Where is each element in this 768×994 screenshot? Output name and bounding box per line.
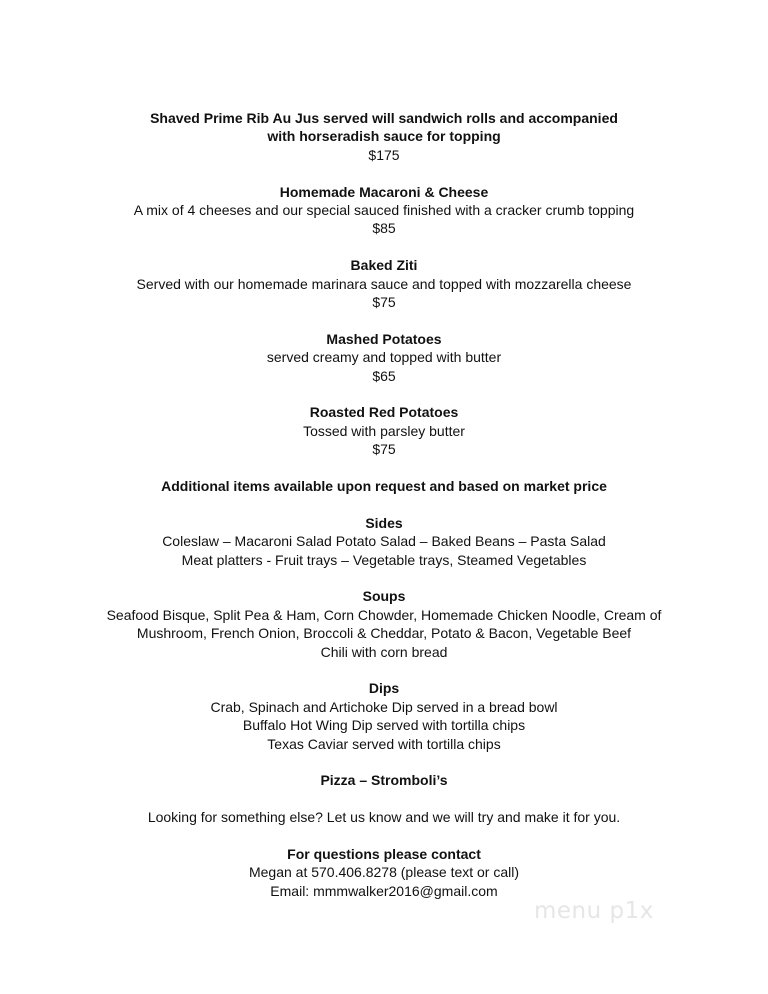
baked-ziti-title: Baked Ziti bbox=[350, 257, 418, 274]
soups-line1: Seafood Bisque, Split Pea & Ham, Corn Chowder, Homemade Chicken Noodle, Cream of bbox=[106, 606, 662, 623]
soups-title: Soups bbox=[362, 588, 406, 605]
roasted-potatoes-title: Roasted Red Potatoes bbox=[309, 404, 459, 421]
mac-cheese-price: $85 bbox=[372, 220, 396, 237]
sides-line2: Meat platters - Fruit trays – Vegetable trays, Steamed Vegetables bbox=[181, 551, 587, 568]
soups-section bbox=[0, 587, 768, 661]
baked-ziti-description: Served with our homemade marinara sauce and topped with mozzarella cheese bbox=[136, 275, 632, 292]
dips-title: Dips bbox=[368, 680, 400, 697]
roasted-potatoes-description: Tossed with parsley butter bbox=[303, 422, 465, 439]
menu-page bbox=[0, 109, 768, 900]
roasted-potatoes-section bbox=[0, 403, 768, 458]
baked-ziti-section bbox=[0, 256, 768, 311]
closing-note: Looking for something else? Let us know and we will try and make it for you. bbox=[147, 809, 621, 826]
contact-phone: Megan at 570.406.8278 (please text or call) bbox=[248, 864, 520, 881]
mashed-potatoes-section bbox=[0, 330, 768, 385]
baked-ziti-price: $75 bbox=[372, 294, 396, 311]
soups-line3: Chili with corn bread bbox=[320, 643, 448, 660]
dips-line1: Crab, Spinach and Artichoke Dip served in a bread bowl bbox=[210, 698, 558, 715]
sides-line1: Coleslaw – Macaroni Salad Potato Salad – Baked Beans – Pasta Salad bbox=[162, 533, 606, 550]
mashed-potatoes-title: Mashed Potatoes bbox=[326, 330, 442, 347]
contact-section bbox=[0, 845, 768, 900]
mac-cheese-description: A mix of 4 cheeses and our special sauced finished with a cracker crumb topping bbox=[133, 202, 635, 219]
menupix-watermark: menu p1x bbox=[534, 898, 654, 924]
prime-rib-section bbox=[0, 109, 768, 164]
soups-line2: Mushroom, French Onion, Broccoli & Cheddar, Potato & Bacon, Vegetable Beef bbox=[136, 625, 632, 642]
contact-email: Email: mmmwalker2016@gmail.com bbox=[270, 882, 498, 899]
dips-line3: Texas Caviar served with tortilla chips bbox=[267, 735, 501, 752]
sides-title: Sides bbox=[365, 514, 403, 531]
dips-line2: Buffalo Hot Wing Dip served with tortilla chips bbox=[242, 717, 526, 734]
prime-rib-price: $175 bbox=[368, 146, 400, 163]
prime-rib-title-line2: with horseradish sauce for topping bbox=[267, 128, 501, 145]
sides-section bbox=[0, 514, 768, 569]
additional-items-note: Additional items available upon request and based on market price bbox=[161, 478, 607, 495]
roasted-potatoes-price: $75 bbox=[372, 441, 396, 458]
mac-cheese-section bbox=[0, 183, 768, 238]
contact-title: For questions please contact bbox=[287, 846, 481, 863]
pizza-stromboli-title: Pizza – Stromboli’s bbox=[320, 772, 448, 789]
mashed-potatoes-description: served creamy and topped with butter bbox=[266, 349, 502, 366]
mac-cheese-title: Homemade Macaroni & Cheese bbox=[279, 183, 489, 200]
prime-rib-title-line1: Shaved Prime Rib Au Jus served will sandwich rolls and accompanied bbox=[150, 110, 618, 126]
mashed-potatoes-price: $65 bbox=[372, 367, 396, 384]
dips-section bbox=[0, 679, 768, 753]
